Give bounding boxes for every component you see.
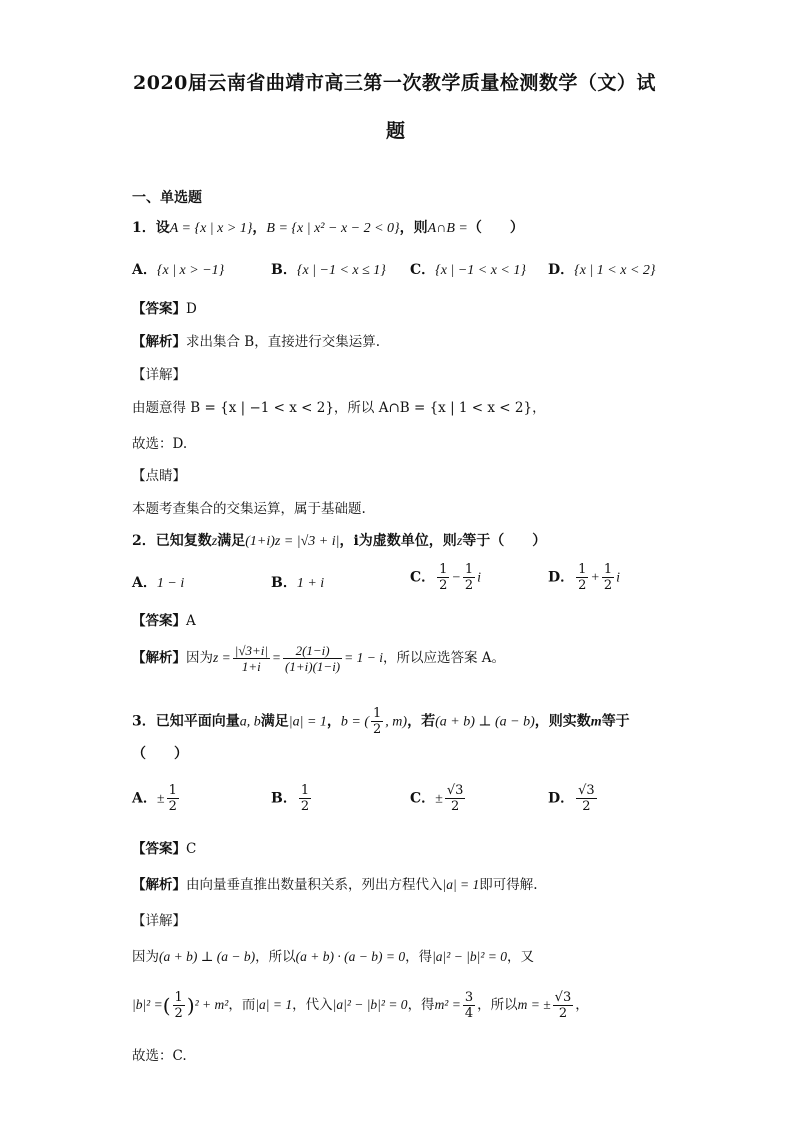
q1-stem-d: （ ） — [467, 220, 524, 236]
option-label: D． — [548, 790, 575, 807]
numerator: 2(1−i) — [283, 643, 342, 659]
detail-math: (a + b) ⊥ (a − b) — [159, 949, 256, 964]
numerator: 1 — [373, 706, 382, 721]
q3-stem-paren: （ ） — [132, 746, 188, 762]
fraction — [445, 783, 466, 814]
fraction — [463, 990, 475, 1021]
q3-b-def: , m) — [385, 714, 408, 730]
q1-stem-a: 1．设 — [132, 220, 170, 236]
fraction — [371, 706, 383, 737]
q3-stem-b: 满足 — [260, 713, 289, 730]
detail-text: ， — [575, 997, 589, 1013]
answer-value: D — [186, 301, 197, 317]
q1-option-a — [132, 259, 224, 279]
page-title-continued: 题 — [386, 120, 406, 142]
numerator: 3 — [464, 990, 474, 1005]
numerator: √3 — [578, 783, 595, 798]
q1-detail-tag: 【详解】 — [132, 367, 186, 383]
q3-option-d — [548, 783, 599, 814]
q1-stem-b: ， — [252, 220, 267, 236]
option-text: 1 + i — [296, 576, 325, 591]
numerator: 1 — [174, 990, 183, 1005]
fraction — [437, 562, 449, 593]
q3-analysis — [132, 873, 538, 893]
detail-math: |a|² − |b|² = 0 — [332, 997, 408, 1012]
option-text: {x | −1 < x ≤ 1} — [296, 263, 386, 278]
q1-comment: 本题考查集合的交集运算，属于基础题. — [132, 501, 366, 517]
operator: + — [590, 570, 600, 586]
detail-text: ，所以 — [255, 949, 296, 965]
q3-detail-tag: 【详解】 — [132, 913, 186, 929]
q3-stem-f: 等于 — [601, 713, 630, 730]
option-label: D． — [548, 569, 575, 586]
q1-detail: 由题意得 B = {x | −1 < x < 2}，所以 A∩B = {x | 1 < x < 2}， — [132, 400, 546, 416]
analysis-text: 因为 — [186, 650, 213, 666]
fraction — [167, 783, 179, 814]
q1-option-d — [548, 259, 656, 279]
analysis-text: 即可得解. — [479, 877, 538, 893]
numerator: 1 — [300, 783, 310, 798]
option-sign: ± — [435, 791, 443, 807]
q3-b-def: b = ( — [340, 714, 370, 730]
denominator: 1+i — [241, 659, 261, 674]
question-2-stem — [132, 530, 546, 550]
analysis-math: z = — [213, 650, 231, 665]
q3-answer — [132, 837, 196, 857]
imag-unit: i — [477, 570, 482, 586]
fraction — [299, 783, 311, 814]
denominator: 2 — [558, 1006, 568, 1021]
q3-option-a — [132, 783, 181, 814]
q3-choose: 故选：C. — [132, 1048, 187, 1064]
answer-value: A — [186, 613, 196, 629]
option-label: D． — [548, 262, 575, 278]
operator: − — [451, 570, 461, 586]
fraction — [553, 990, 574, 1021]
denominator: 2 — [373, 722, 382, 737]
q3-stem-a: 3．已知平面向量 — [132, 713, 240, 730]
denominator: 2 — [582, 799, 591, 814]
answer-value: C — [186, 841, 197, 857]
fraction — [602, 562, 614, 593]
answer-tag: 【答案】 — [132, 613, 186, 629]
detail-text: ，又 — [507, 949, 535, 965]
detail-text: ，代入 — [292, 997, 333, 1013]
analysis-math: = 1 − i — [344, 650, 383, 665]
analysis-tag: 【解析】 — [132, 334, 186, 350]
option-label: B． — [271, 575, 297, 591]
q1-comment-tag: 【点睛】 — [132, 468, 186, 484]
analysis-tag: 【解析】 — [132, 877, 186, 893]
detail-math: |a| = 1 — [255, 997, 293, 1012]
analysis-text: ，所以应选答案 A。 — [383, 650, 506, 666]
answer-tag: 【答案】 — [132, 841, 186, 857]
q2-option-a — [132, 572, 184, 592]
q2-stem-a: 2．已知复数 — [132, 533, 212, 549]
q2-option-b — [271, 572, 324, 592]
detail-text: ，所以 — [477, 997, 518, 1013]
denominator: (1+i)(1−i) — [285, 659, 341, 674]
q2-z: z — [456, 534, 463, 549]
detail-text: 因为 — [132, 949, 159, 965]
q1-set-a: A = {x | x > 1} — [169, 221, 253, 236]
detail-math: ² + m² — [194, 997, 229, 1012]
numerator: 1 — [439, 562, 448, 577]
detail-text: ，而 — [228, 997, 256, 1013]
fraction — [173, 990, 185, 1021]
denominator: 2 — [439, 578, 448, 593]
q1-set-b: B = {x | x² − x − 2 < 0} — [266, 221, 400, 236]
option-label: C． — [410, 262, 436, 278]
q3-perp: (a + b) ⊥ (a − b) — [435, 714, 535, 730]
q3-stem-d: ，若 — [407, 713, 436, 730]
detail-math: |b|² = — [132, 997, 163, 1012]
numerator: √3 — [554, 990, 572, 1005]
q2-answer — [132, 609, 196, 629]
numerator: 1 — [168, 783, 177, 798]
fraction — [576, 783, 597, 814]
detail-text: ，得 — [407, 997, 435, 1013]
q2-analysis: 【解析】因为z = $\frac{|√3+i|}{1+i}$ = $\frac{2(1-i)}{(1+i)(1-i)}$ = 1 − i，所以应选答案 A。 — [132, 643, 506, 674]
q3-detail-line1 — [132, 945, 534, 965]
option-label: C． — [410, 569, 436, 586]
numerator: 1 — [603, 562, 613, 577]
question-1-stem — [132, 217, 524, 237]
detail-math: m = ± — [517, 997, 551, 1012]
answer-tag: 【答案】 — [132, 301, 186, 317]
q3-option-c — [410, 783, 467, 814]
detail-math: (a + b) · (a − b) = 0 — [295, 949, 406, 964]
denominator: 4 — [464, 1006, 474, 1021]
detail-math: m² = — [434, 997, 461, 1012]
option-label: A． — [132, 790, 157, 807]
detail-text: ，得 — [405, 949, 433, 965]
denominator: 2 — [450, 799, 460, 814]
q2-equation: (1+i)z = |√3 + i| — [245, 534, 340, 549]
numerator: 1 — [578, 562, 587, 577]
q2-stem-b: 满足 — [217, 533, 246, 549]
q3-option-b — [271, 783, 313, 814]
option-label: B． — [271, 262, 297, 278]
analysis-math: |a| = 1 — [442, 877, 480, 892]
option-label: C． — [410, 790, 436, 807]
question-3-stem — [132, 706, 630, 737]
denominator: 2 — [168, 799, 177, 814]
q3-detail-line2: |b|² =( $\frac{1}{2}$ )² + m²，而|a| = 1，代入|a|² − |b|² = 0，得m² = $\frac{3}{4}$ ，所以m = ± $\frac{√3}{2}$ ， — [132, 990, 589, 1021]
denominator: 2 — [578, 578, 587, 593]
q2-stem-d: 等于（ ） — [462, 533, 547, 549]
option-text: {x | −1 < x < 1} — [435, 263, 526, 278]
numerator: √3 — [446, 783, 464, 798]
q1-choose: 故选：D. — [132, 436, 188, 452]
q3-m: m — [590, 714, 602, 730]
q1-intersection: A∩B = — [427, 221, 468, 236]
analysis-tag: 【解析】 — [132, 650, 186, 666]
option-label: A． — [132, 262, 157, 278]
denominator: 2 — [300, 799, 310, 814]
fraction — [283, 643, 342, 674]
detail-math: |a|² − |b|² = 0 — [432, 949, 508, 964]
option-label: B． — [271, 790, 297, 807]
section-heading: 一、单选题 — [132, 190, 202, 206]
fraction — [463, 562, 475, 593]
q2-z: z — [211, 534, 218, 549]
q1-option-c — [410, 259, 526, 279]
option-label: A． — [132, 575, 157, 591]
option-text: {x | x > −1} — [156, 263, 225, 278]
q2-stem-c: ，i为虚数单位，则 — [339, 533, 457, 549]
analysis-text: 由向量垂直推出数量积关系，列出方程代入 — [186, 877, 443, 893]
option-text: {x | 1 < x < 2} — [574, 263, 656, 278]
denominator: 2 — [174, 1006, 183, 1021]
q2-option-c — [410, 562, 481, 593]
denominator: 2 — [464, 578, 474, 593]
q1-analysis — [132, 330, 380, 350]
q3-stem-c: ， — [326, 713, 341, 730]
numerator: |√3+i| — [234, 643, 268, 658]
fraction — [576, 562, 588, 593]
option-sign: ± — [156, 791, 165, 807]
analysis-text: 求出集合 B，直接进行交集运算. — [186, 334, 381, 350]
numerator: 1 — [464, 562, 474, 577]
q2-option-d — [548, 562, 620, 593]
q1-answer — [132, 297, 197, 317]
denominator: 2 — [603, 578, 613, 593]
q3-stem-e: ，则实数 — [534, 713, 591, 730]
q1-option-b — [271, 259, 386, 279]
q3-vectors: a, b — [239, 714, 261, 730]
q1-stem-c: ，则 — [399, 220, 428, 236]
page-title: 2020届云南省曲靖市高三第一次教学质量检测数学（文）试 — [133, 72, 656, 94]
fraction — [233, 643, 270, 674]
q3-norm: |a| = 1 — [288, 714, 327, 730]
option-text: 1 − i — [156, 576, 185, 591]
imag-unit: i — [616, 570, 621, 586]
